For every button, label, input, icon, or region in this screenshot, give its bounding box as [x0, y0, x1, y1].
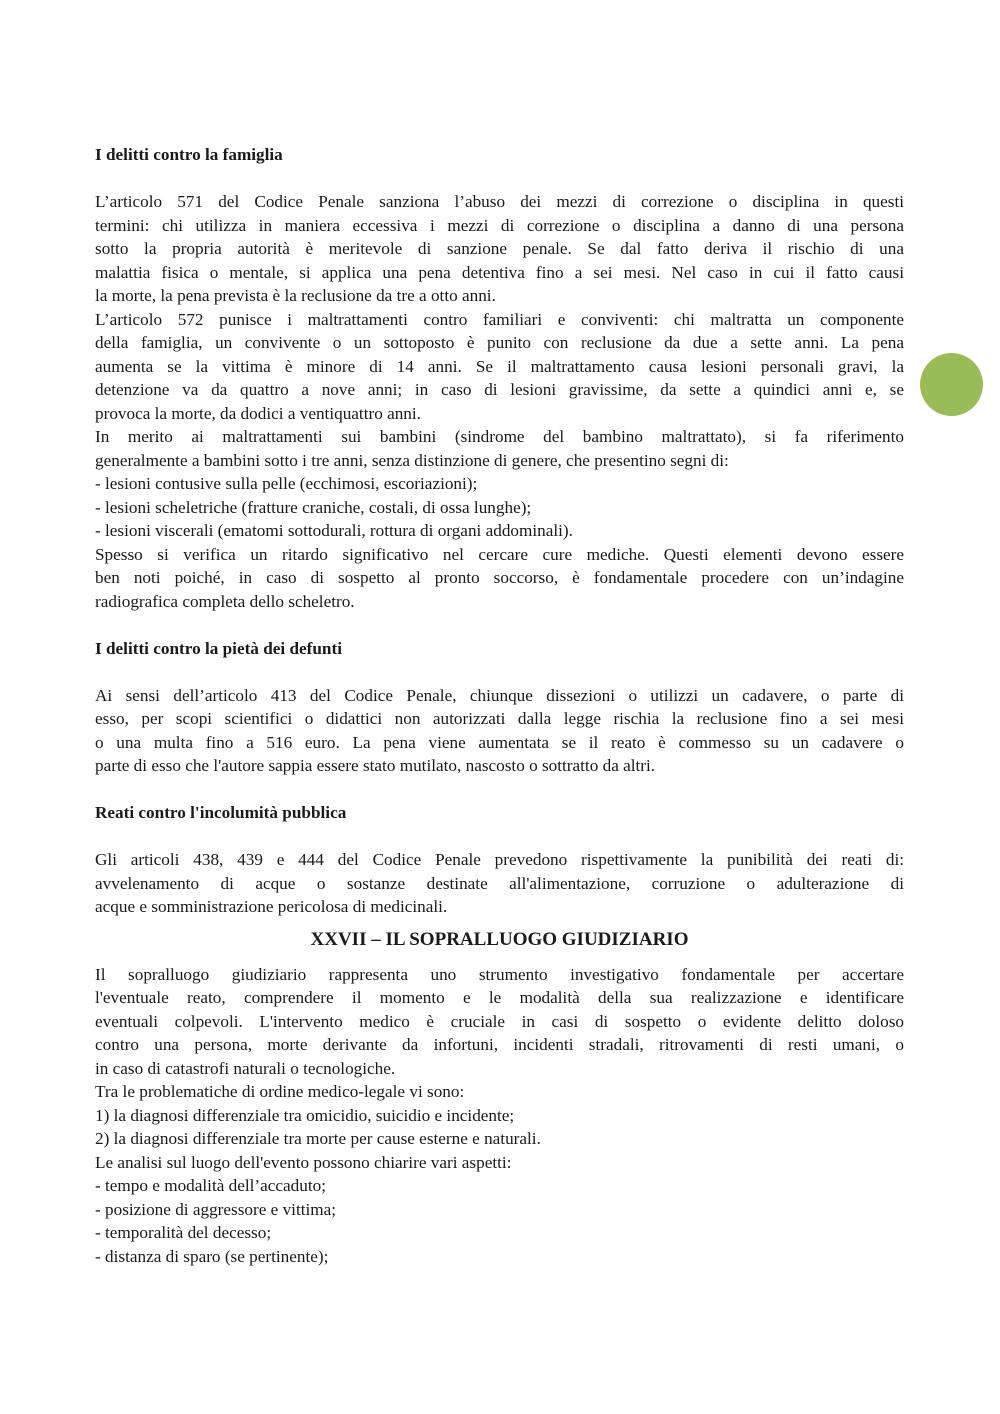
paragraph-line: radiografica completa dello scheletro. — [95, 591, 355, 611]
paragraph-line: ben noti poiché, in caso di sospetto al pronto soccorso, è fondamentale procedere con un’indagine — [95, 568, 904, 587]
paragraph-line: generalmente a bambini sotto i tre anni, senza distinzione di genere, che presentino segni di: — [95, 450, 729, 470]
paragraph-line: - tempo e modalità dell’accaduto; — [95, 1176, 326, 1195]
blank-line — [95, 778, 904, 802]
paragraph-line: malattia fisica o mentale, si applica una pena detentiva fino a sei mesi. Nel caso in cui il fatto causi — [95, 262, 904, 282]
paragraph-line: detenzione va da quattro a nove anni; in caso di lesioni gravissime, da sette a quindici anni e, se — [95, 380, 904, 399]
paragraph-line: L’articolo 572 punisce i maltrattamenti contro familiari e conviventi: chi maltratta un componente — [95, 309, 904, 329]
paragraph-line: termini: chi utilizza in maniera eccessiva i mezzi di correzione o disciplina a danno di una persona — [95, 215, 904, 235]
chapter-title: XXVII – IL SOPRALLUOGO GIUDIZIARIO — [310, 928, 689, 950]
paragraph-line: sotto la propria autorità è meritevole di sanzione penale. Se dal fatto deriva il rischio di una — [95, 239, 904, 258]
paragraph-line: Tra le problematiche di ordine medico-legale vi sono: — [95, 1082, 465, 1101]
blank-line — [95, 660, 904, 684]
paragraph-line: L’articolo 571 del Codice Penale sanziona l’abuso dei mezzi di correzione o disciplina in questi — [95, 192, 904, 211]
paragraph-line: l'eventuale reato, comprendere il momento e le modalità della sua realizzazione e identificare — [95, 988, 904, 1007]
paragraph-line: 1) la diagnosi differenziale tra omicidio, suicidio e incidente; — [95, 1105, 515, 1125]
paragraph-line: provoca la morte, da dodici a ventiquattro anni. — [95, 403, 421, 423]
paragraph-line: avvelenamento di acque o sostanze destinate all'alimentazione, corruzione o adulterazione di — [95, 873, 904, 893]
paragraph-line: Spesso si verifica un ritardo significativo nel cercare cure mediche. Questi elementi devono essere — [95, 544, 904, 564]
section-heading: Reati contro l'incolumità pubblica — [95, 803, 347, 822]
paragraph-line: parte di esso che l'autore sappia essere stato mutilato, nascosto o sottratto da altri. — [95, 756, 656, 775]
paragraph-line: Ai sensi dell’articolo 413 del Codice Penale, chiunque dissezioni o utilizzi un cadavere, o parte di — [95, 685, 904, 705]
paragraph-line: la morte, la pena prevista è la reclusione da tre a otto anni. — [95, 286, 496, 305]
paragraph-line: Le analisi sul luogo dell'evento possono chiarire vari aspetti: — [95, 1152, 512, 1172]
paragraph-line: - posizione di aggressore e vittima; — [95, 1199, 337, 1219]
paragraph-line: Gli articoli 438, 439 e 444 del Codice Penale prevedono rispettivamente la punibilità dei reati di: — [95, 850, 904, 869]
paragraph-line: eventuali colpevoli. L'intervento medico è cruciale in casi di sospetto o evidente delitto doloso — [95, 1011, 904, 1031]
paragraph-line: - lesioni scheletriche (fratture craniche, costali, di ossa lunghe); — [95, 497, 532, 517]
paragraph-line: o una multa fino a 516 euro. La pena viene aumentata se il reato è commesso su un cadavere o — [95, 732, 904, 752]
paragraph-line: acque e somministrazione pericolosa di medicinali. — [95, 897, 448, 916]
blank-line — [95, 825, 904, 849]
paragraph-line: - lesioni contusive sulla pelle (ecchimosi, escoriazioni); — [95, 474, 478, 493]
section-heading: I delitti contro la pietà dei defunti — [95, 638, 342, 658]
green-circle-decoration — [920, 353, 983, 416]
paragraph-line: - temporalità del decesso; — [95, 1223, 272, 1242]
paragraph-line: Il sopralluogo giudiziario rappresenta uno strumento investigativo fondamentale per accertare — [95, 964, 904, 984]
paragraph-line: - distanza di sparo (se pertinente); — [95, 1246, 329, 1266]
paragraph-line: della famiglia, un convivente o un sottoposto è punito con reclusione da due a sette anni. La pena — [95, 333, 904, 352]
paragraph-line: esso, per scopi scientifici o didattici non autorizzati dalla legge rischia la reclusione fino a sei mesi — [95, 709, 904, 728]
paragraph-line: aumenta se la vittima è minore di 14 anni. Se il maltrattamento causa lesioni personali gravi, la — [95, 356, 904, 376]
paragraph-line: contro una persona, morte derivante da infortuni, incidenti stradali, ritrovamenti di resti umani, o — [95, 1035, 904, 1054]
section-heading: I delitti contro la famiglia — [95, 145, 283, 164]
paragraph-line: in caso di catastrofi naturali o tecnologiche. — [95, 1058, 396, 1078]
paragraph-line: - lesioni viscerali (ematomi sottodurali, rottura di organi addominali). — [95, 521, 573, 540]
paragraph-line: 2) la diagnosi differenziale tra morte per cause esterne e naturali. — [95, 1129, 541, 1148]
document-page — [95, 143, 904, 1268]
blank-line — [95, 613, 904, 637]
blank-line — [95, 167, 904, 191]
paragraph-line: In merito ai maltrattamenti sui bambini (sindrome del bambino maltrattato), si fa riferimento — [95, 427, 904, 446]
